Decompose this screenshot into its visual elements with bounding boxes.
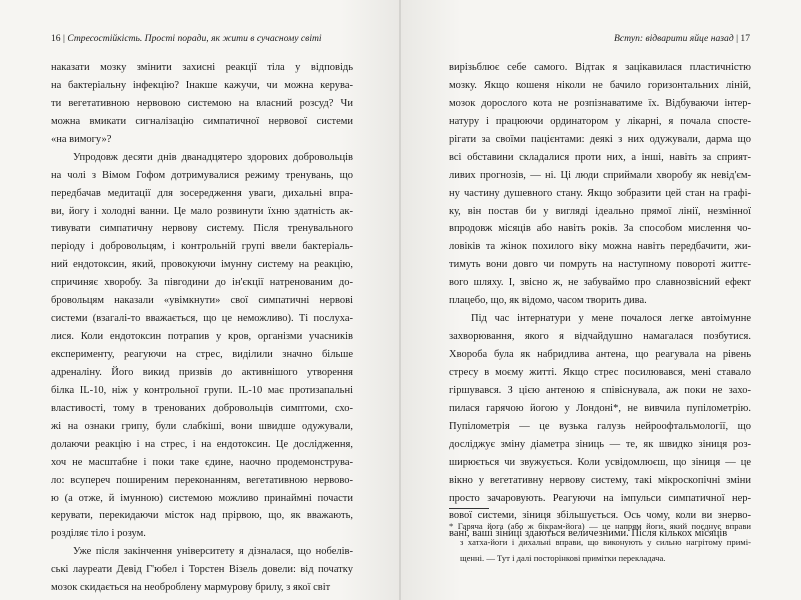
text-line: вирізьблює себе самого. Відтак я зацікавилася пластичністю xyxy=(449,62,751,73)
text-line: спричиняє хворобу. За півгодини до ін'єкції натренованим до- xyxy=(51,277,353,289)
text-line: ські лауреати Девід Г'юбел і Торстен Візель довели: від початку xyxy=(51,564,353,576)
text-line: мозок дорослого кота не розпізнаватиме їх. Відбуваючи інтер- xyxy=(449,97,751,109)
left-header-separator: | xyxy=(63,33,65,44)
footnote-divider xyxy=(449,508,489,509)
text-line: просто зачаровують. Реагуючи на імпульси симпатичної нер- xyxy=(449,492,751,504)
text-line: вікно у вегетативну нервову систему, такі мікроскопічні зміни xyxy=(449,474,751,486)
text-line: ю (а отже, й імунною) системою можливо принаймні почасти xyxy=(51,492,353,504)
text-line: наказати мозку змінити захисні реакції тіла у відповідь xyxy=(51,62,353,73)
text-line: вані, ваші зіниці здаються величезними. Після кількох місяців xyxy=(449,528,728,540)
text-line: Упродовж десяти днів дванадцятеро здорових добровольців xyxy=(73,151,353,163)
text-line: можна вмикати сигналізацію симпатичної нервової системи xyxy=(51,115,353,127)
text-line: ти вегетативною нервовою системою на власний розсуд? Чи xyxy=(51,97,353,109)
right-running-title: Вступ: відварити яйце назад xyxy=(614,33,734,44)
text-line: Уже після закінчення університету я дізналася, що нобелів- xyxy=(73,546,353,558)
text-line: стресу в моєму житті. Якщо стрес посилювався, мені ставало xyxy=(449,366,751,378)
text-line: пилася гарячою йогою у Лондоні*, не вивчила пупілометрію. xyxy=(449,402,751,414)
right-running-head xyxy=(614,33,750,45)
left-running-title: Стресостійкість. Прості поради, як жити в сучасному світі xyxy=(67,33,322,44)
text-line: вової системи, зіниця збільшується. Ось чому, коли ви знерво- xyxy=(449,510,751,522)
text-line: досліджує зміну діаметра зіниць — те, як швидко зіниця роз- xyxy=(449,438,751,450)
text-line: жі на ознаки грипу, були слабкіші, вони швидше одужували, xyxy=(51,420,353,432)
left-running-head xyxy=(51,33,322,45)
text-line: періоду і добровольцям, і контрольній групі ввели бактеріаль- xyxy=(51,241,353,253)
text-line: Під час інтернатури у мене почалося легке автоімунне xyxy=(471,313,751,325)
text-line: рігати за своїми пацієнтами: деякі з них одужували, дарма що xyxy=(449,133,751,145)
footnote-line: щенні. — Тут і далі посторінкові примітки перекладача. xyxy=(460,553,666,563)
text-line: тивувати симпатичну нервову систему. Після тренувального xyxy=(51,223,353,235)
text-line: експерименту, реагуючи на стрес, виділили значно більше xyxy=(51,349,353,360)
text-line: ний ендотоксин, який, провокуючи імунну систему на реакцію, xyxy=(51,259,353,271)
text-line: «на вимогу»? xyxy=(51,133,112,145)
text-line: мозку. Якщо кошеня ніколи не бачило горизонтальних ліній, xyxy=(449,79,751,91)
text-line: системи (взагалі-то вважається, що це неможливо). Ті послуха- xyxy=(51,313,353,325)
text-line: вого шляху. І, звісно ж, не забуваймо про славнозвісний ефект xyxy=(449,277,751,289)
text-line: на бактеріальну інфекцію? Інакше кажучи, чи можна керува- xyxy=(51,79,353,91)
text-line: тимуть вони довго чи помруть на наступному повороті життє- xyxy=(449,259,751,271)
text-line: натуру і працюючи ординатором у лікарні, я почала спосте- xyxy=(449,115,751,127)
footnote-line: * Гаряча йога (або ж бікрам-йога) — це напрям йоги, який поєднує вправи xyxy=(449,521,751,531)
text-line: ловіків та жінок похилого віку можна навіть передбачити, жи- xyxy=(449,241,751,253)
text-line: бровольцям наказали «увімкнути» свої симпатичні нервові xyxy=(51,295,353,307)
footnote-line: з хатха-йоги і дихальні вправи, що виконують у сильно нагрітому примі- xyxy=(460,537,751,547)
text-line: на чолі з Вімом Гофом дотримувалися режиму тренувань, що xyxy=(51,169,353,181)
right-header-separator: | xyxy=(736,33,738,44)
text-line: властивості, тому в тренованих добровольців симптоми, схо- xyxy=(51,402,353,414)
text-line: долаючи реакцію і на стрес, і на ендотоксин. Це дослідження, xyxy=(51,438,353,450)
text-line: керувати, перекидаючи місток над прірвою, що, як вважають, xyxy=(51,510,353,522)
text-line: ну частину душевного стану. Якщо зобразити цей стан на графі- xyxy=(449,187,751,199)
text-line: білка IL-10, ніж у контрольної групи. IL-10 має протизапальні xyxy=(51,384,353,396)
left-page-number: 16 xyxy=(51,33,61,44)
text-line: ви, йогу і холодні ванни. Це мало розвинути їхню здатність ак- xyxy=(51,205,353,217)
text-line: розділяє тіло і розум. xyxy=(51,528,146,540)
right-page xyxy=(401,0,801,600)
text-line: адреналіну. Його викид призвів до активнішого утворення xyxy=(51,366,353,378)
footnotes xyxy=(449,518,751,566)
text-line: мозок скидається на необроблену мармурову брилу, з якої світ xyxy=(51,582,331,594)
text-line: передбачав медитації для зосередження уваги, дихальні впра- xyxy=(51,187,353,199)
text-line: ло: всупереч поширеним переконанням, вегетативною нервово- xyxy=(51,474,353,486)
text-line: лися. Коли ендотоксин потрапив у кров, організми учасників xyxy=(51,331,353,343)
text-line: плацебо, що, як відомо, часом творить дива. xyxy=(449,295,647,307)
right-page-number: 17 xyxy=(740,33,750,44)
text-line: ку, він постав би у вигляді ідеально прямої лінії, незмінної xyxy=(449,205,751,217)
right-body-text xyxy=(449,59,751,543)
text-line: Хвороба була як набридлива антена, що реагувала на рівень xyxy=(449,349,751,360)
text-line: ширюється чи звужується. Коли усвідомлюєш, що зіниця — це xyxy=(449,456,751,468)
text-line: хоч не масштабне і поки таке єдине, наочно продемонструва- xyxy=(51,456,353,468)
left-body-text xyxy=(51,59,353,597)
text-line: всі обставини складалися проти них, а інші, навіть за сприят- xyxy=(449,151,751,163)
text-line: гіршувався. З цією антеною я співіснувала, аж поки не захо- xyxy=(449,384,751,396)
left-page xyxy=(0,0,400,600)
text-line: Пупілометрія — це вузька галузь нейроофтальмології, що xyxy=(449,420,751,432)
text-line: ливих прогнозів, — ні. Ці люди сприймали хворобу як невід'єм- xyxy=(449,169,751,181)
text-line: впродовж місяців або навіть років. За способом мислення чо- xyxy=(449,223,751,235)
text-line: захворювання, якого я відчайдушно намагалася позбутися. xyxy=(449,331,751,343)
